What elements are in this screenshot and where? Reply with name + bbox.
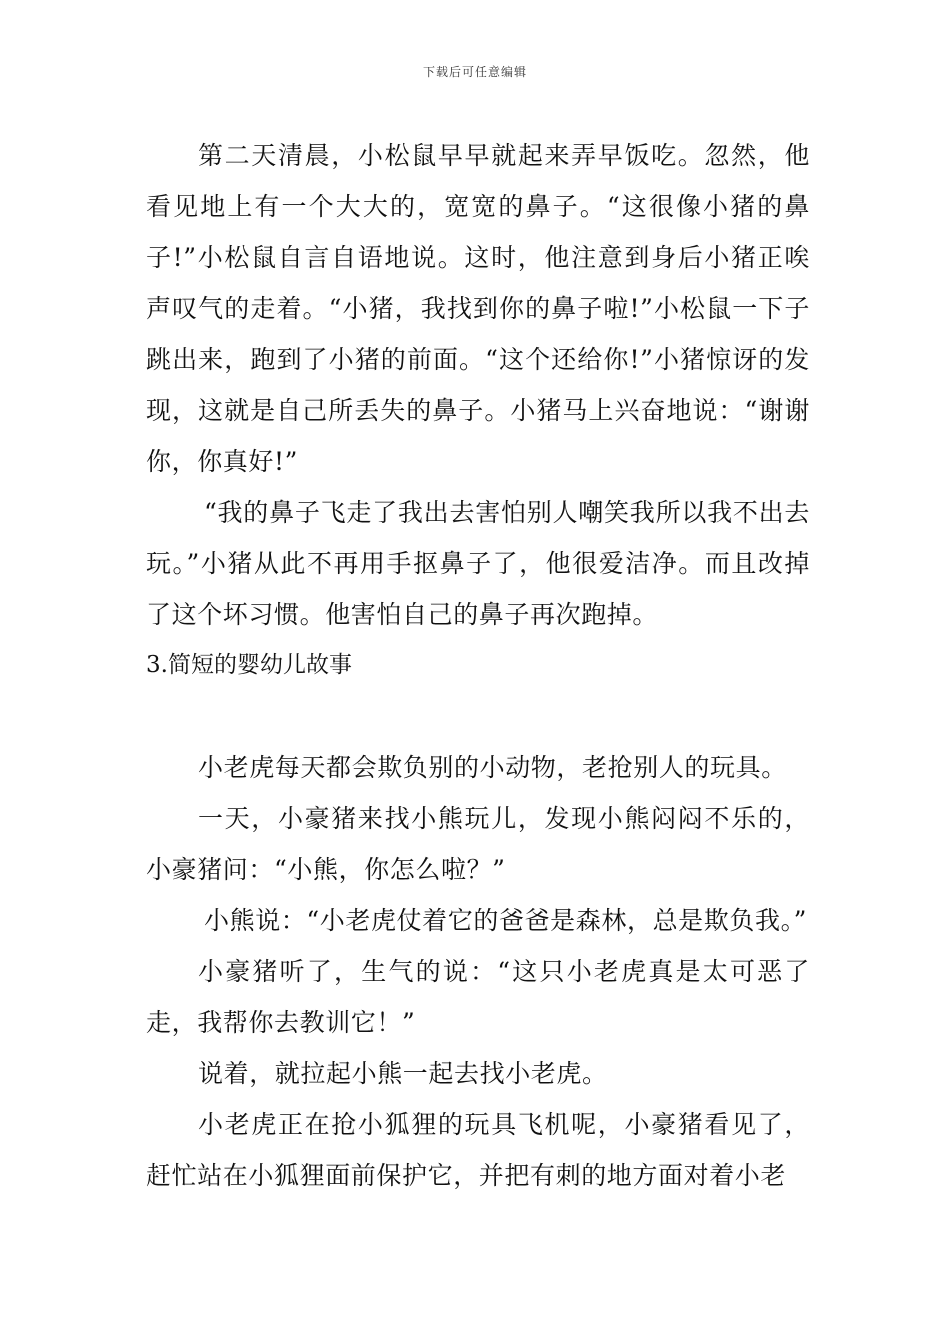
paragraph-pig-quote: “我的鼻子飞走了我出去害怕别人嘲笑我所以我不出去玩。”小猪从此不再用手抠鼻子了，他很爱洁净。而且改掉了这个坏习惯。他害怕自己的鼻子再次跑掉。	[146, 498, 810, 629]
page-header: 下载后可任意编辑	[422, 65, 527, 79]
paragraph-porcupine-angry: 小豪猪听了，生气的说：“这只小老虎真是太可恶了走，我帮你去教训它！”	[146, 957, 810, 1037]
section-heading: 3.简短的婴幼儿故事	[146, 652, 352, 678]
paragraph-go-find-tiger: 说着，就拉起小熊一起去找小老虎。	[198, 1059, 608, 1088]
paragraph-tiger-bully: 小老虎每天都会欺负别的小动物，老抢别人的玩具。	[198, 753, 787, 782]
paragraph-squirrel-finds-nose: 第二天清晨，小松鼠早早就起来弄早饭吃。忽然，他看见地上有一个大大的，宽宽的鼻子。“这很像小猪的鼻子!”小松鼠自言自语地说。这时，他注意到身后小猪正唉声叹气的走着。“小猪，我找到你的鼻子啦!”小松鼠一下子跳出来，跑到了小猪的前面。“这个还给你!”小猪惊讶的发现，这就是自己所丢失的鼻子。小猪马上兴奋地说：“谢谢你，你真好!”	[146, 141, 810, 476]
document-body	[146, 130, 810, 1201]
blank-line	[146, 691, 810, 742]
paragraph-protect-fox: 小老虎正在抢小狐狸的玩具飞机呢，小豪猪看见了，赶忙站在小狐狸面前保护它，并把有刺的地方面对着小老	[146, 1110, 810, 1190]
paragraph-porcupine-visits: 一天，小豪猪来找小熊玩儿，发现小熊闷闷不乐的，小豪猪问：“小熊，你怎么啦？”	[146, 804, 810, 884]
paragraph-bear-says: 小熊说：“小老虎仗着它的爸爸是森林，总是欺负我。”	[204, 906, 808, 935]
